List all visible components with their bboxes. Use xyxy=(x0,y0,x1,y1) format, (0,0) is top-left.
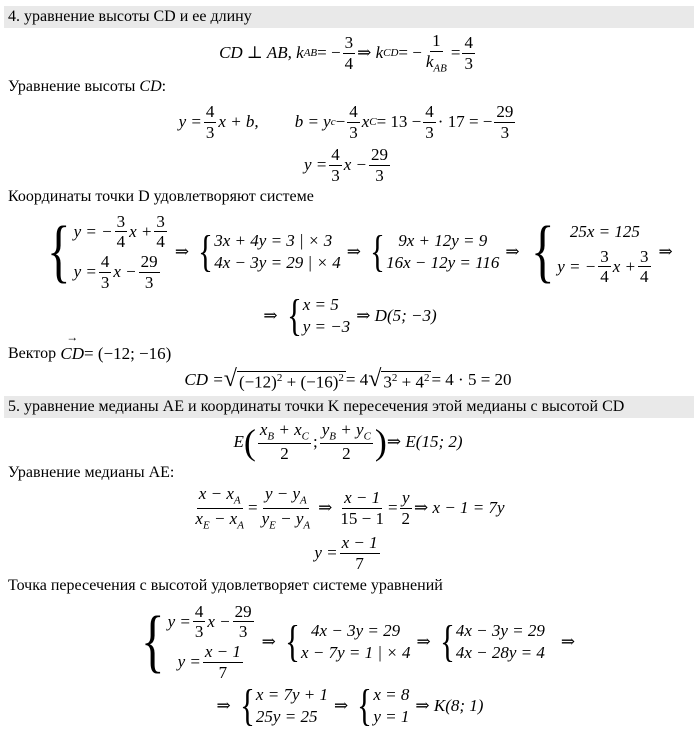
denominator xyxy=(193,509,246,532)
system-row xyxy=(557,247,652,287)
solution-k xyxy=(0,681,696,730)
eq-part: x = 7y + 1 xyxy=(255,685,328,704)
eq-part: y = 1 xyxy=(373,707,410,726)
fraction xyxy=(423,102,436,142)
implies-icon: ⇒ xyxy=(505,242,520,261)
numerator: 3 xyxy=(156,211,165,231)
eq-part: y = − xyxy=(73,221,113,241)
t: x xyxy=(259,420,268,440)
eq-part: CD ⊥ AB, k xyxy=(219,43,304,62)
eq-part: y = xyxy=(314,543,338,562)
eq-part: y = xyxy=(177,652,201,672)
median-equation-label: Уравнение медианы AE: xyxy=(8,464,175,481)
denominator: 3 xyxy=(194,622,204,642)
denominator xyxy=(424,52,449,75)
altitude-equation-final xyxy=(0,142,696,188)
perpendicular-slope-equation xyxy=(0,30,696,76)
eq-part: = − xyxy=(398,43,422,62)
system-row xyxy=(386,230,499,252)
vector-name: → CD xyxy=(60,344,84,364)
system-rows xyxy=(303,294,351,338)
fraction xyxy=(204,102,217,142)
system-label-d: Координаты точки D удовлетворяют системе xyxy=(8,188,314,205)
eq-part: E xyxy=(233,432,244,451)
system-chain-k xyxy=(134,598,579,686)
implies-icon: ⇒ xyxy=(174,242,190,261)
numerator xyxy=(340,533,380,554)
system-2 xyxy=(195,227,341,276)
eq-part: (−12) xyxy=(238,372,277,392)
system-rows xyxy=(456,620,545,664)
system-row xyxy=(373,706,409,728)
s: E xyxy=(202,518,210,531)
system-row xyxy=(168,642,256,682)
numerator: 4 xyxy=(331,144,340,164)
eq-part: 4x − 3y = 29 xyxy=(311,621,401,640)
fraction xyxy=(638,247,651,287)
fraction xyxy=(329,145,342,185)
eq-part: = xyxy=(247,498,258,517)
eq-part: y = xyxy=(73,262,97,282)
t: y xyxy=(261,508,270,528)
fraction xyxy=(193,602,206,642)
system-5 xyxy=(284,291,351,340)
t: − y xyxy=(275,508,304,528)
fraction xyxy=(258,420,311,464)
eq-part: x − xyxy=(343,155,368,174)
eq-part: x − xyxy=(113,262,137,282)
eq-part: = − xyxy=(317,43,341,62)
fraction xyxy=(462,33,475,73)
eq-part: x − xyxy=(207,611,231,631)
system-row xyxy=(74,252,169,292)
denominator: 4 xyxy=(116,232,126,252)
sqrt xyxy=(223,365,346,393)
fraction xyxy=(203,642,243,682)
eq-part: − xyxy=(335,112,346,131)
s: A xyxy=(233,494,241,507)
sqrt-content xyxy=(237,371,346,393)
implies-icon: ⇒ xyxy=(318,498,333,517)
eq-part: = xyxy=(387,498,398,517)
solution-d xyxy=(0,291,696,340)
denominator: 4 xyxy=(640,267,649,287)
eq-part: y = xyxy=(303,155,328,174)
eq-part: ⇒ E(15; 2) xyxy=(386,432,463,451)
numerator xyxy=(203,642,243,663)
numerator: 3 xyxy=(116,211,126,231)
denominator: 3 xyxy=(500,122,510,142)
t: x − x xyxy=(198,484,234,504)
system-row xyxy=(74,212,169,252)
eq-part: ⇒ x − 1 = 7y xyxy=(414,498,505,517)
fraction xyxy=(193,484,246,531)
brace-icon: { xyxy=(239,681,255,730)
eq-part: 3 xyxy=(383,372,392,392)
numerator: 3 xyxy=(344,32,354,52)
fraction xyxy=(139,252,160,292)
brace-icon: { xyxy=(439,617,455,666)
label-tail: : xyxy=(161,78,167,95)
implies-icon: ⇒ xyxy=(261,632,276,651)
t: y − y xyxy=(264,484,300,504)
numerator xyxy=(263,484,309,508)
eq-part: + (−16) xyxy=(282,372,339,392)
eq-part: y = −3 xyxy=(302,317,351,336)
t: x − 1 xyxy=(204,642,241,661)
denominator: 3 xyxy=(144,272,154,292)
fraction xyxy=(99,252,112,292)
altitude-equation-general xyxy=(0,98,696,146)
power: 2 xyxy=(391,371,398,384)
system-row xyxy=(557,217,652,247)
eq-part: + 4 xyxy=(397,372,424,392)
s: B xyxy=(267,430,275,443)
brace-icon: { xyxy=(141,603,165,680)
implies-icon: ⇒ xyxy=(560,632,576,651)
numerator: 29 xyxy=(371,144,389,164)
altitude-equation-label xyxy=(8,78,166,96)
sqrt-icon: √ xyxy=(223,365,237,392)
system-row xyxy=(301,642,410,664)
midpoint-e xyxy=(0,420,696,464)
t: x xyxy=(195,508,203,528)
system-rows xyxy=(256,684,328,728)
implies-icon: ⇒ xyxy=(333,696,349,715)
eq-part: x = 8 xyxy=(373,685,410,704)
sqrt-icon: √ xyxy=(368,365,382,392)
median-equation xyxy=(0,484,696,532)
eq-part: x = 5 xyxy=(302,295,339,314)
fraction xyxy=(347,102,360,142)
system-rows xyxy=(168,602,256,682)
t: x − 1 xyxy=(341,532,378,552)
eq-part: 4x − 28y = 4 xyxy=(455,643,545,662)
section-5-heading: 5. уравнение медианы AE и координаты точки K пересечения этой медианы с высотой CD xyxy=(4,396,694,418)
implies-icon: ⇒ xyxy=(263,306,278,325)
t: − x xyxy=(209,508,238,528)
system-row xyxy=(386,252,499,274)
denominator: 2 xyxy=(401,508,411,528)
numerator: 4 xyxy=(425,101,434,121)
denominator: 3 xyxy=(238,622,248,642)
denominator: 2 xyxy=(342,444,351,464)
denominator: 4 xyxy=(600,267,609,287)
eq-part: 25y = 25 xyxy=(255,707,318,726)
s: A xyxy=(300,494,307,507)
fraction xyxy=(598,247,611,287)
eq-part: ⇒ K(8; 1) xyxy=(415,696,484,715)
system-1 xyxy=(136,602,256,682)
eq-part: = 13 − xyxy=(376,112,422,131)
t: + x xyxy=(274,420,302,440)
system-row xyxy=(456,642,545,664)
eq-part: x + b, xyxy=(218,112,259,131)
system-row xyxy=(214,230,340,252)
vector-cd xyxy=(8,342,171,366)
brace-icon: { xyxy=(370,227,385,276)
eq-part: 4x − 3y = 29 | × 4 xyxy=(214,253,341,272)
s: C xyxy=(301,430,310,443)
label-var: CD xyxy=(139,78,162,95)
eq-part: x + xyxy=(612,256,636,276)
numerator: 4 xyxy=(349,101,358,121)
system-row xyxy=(301,620,410,642)
brace-icon: { xyxy=(530,213,555,290)
fraction xyxy=(400,488,413,528)
t: + y xyxy=(336,420,364,440)
eq-part: ⇒ k xyxy=(357,43,384,62)
eq-part: b = y xyxy=(294,112,331,131)
numerator xyxy=(400,488,412,509)
denominator: 7 xyxy=(218,662,228,682)
numerator: 29 xyxy=(140,252,158,271)
eq-part: x − 7y = 1 | × 4 xyxy=(301,643,411,662)
fraction xyxy=(343,33,356,73)
denominator: 4 xyxy=(156,232,165,252)
system-row xyxy=(373,684,409,706)
denominator: 3 xyxy=(100,272,110,292)
system-4 xyxy=(237,681,328,730)
denominator: 2 xyxy=(280,444,289,464)
system-1 xyxy=(42,212,169,292)
eq-part: 3x + 4y = 3 | × 3 xyxy=(214,231,333,250)
power: 2 xyxy=(423,371,430,384)
numerator: 4 xyxy=(205,101,215,121)
system-row xyxy=(303,294,351,316)
s: E xyxy=(269,518,276,531)
system-3 xyxy=(367,227,500,276)
numerator: 4 xyxy=(464,32,473,52)
brace-icon: { xyxy=(198,227,214,276)
brace-icon: { xyxy=(285,617,300,666)
denominator: 15 − 1 xyxy=(340,508,384,528)
numerator: 4 xyxy=(194,601,204,621)
implies-icon: ⇒ xyxy=(346,242,361,261)
implies-icon: ⇒ xyxy=(216,696,231,715)
brace-icon: { xyxy=(357,681,373,730)
numerator: 3 xyxy=(600,246,609,266)
fraction xyxy=(424,31,449,75)
label-text: Уравнение высоты xyxy=(8,78,140,95)
s: B xyxy=(329,430,337,443)
s: A xyxy=(303,518,311,531)
t: x − 1 xyxy=(344,487,381,507)
system-rows xyxy=(301,620,410,664)
numerator: 3 xyxy=(640,246,649,266)
median-equation-final xyxy=(0,530,696,576)
eq-sub: AB xyxy=(303,47,318,59)
system-row xyxy=(303,316,351,338)
system-row xyxy=(256,706,328,728)
eq-sub: C xyxy=(369,116,377,128)
numerator: 1 xyxy=(432,31,441,51)
eq-part: y = − xyxy=(557,256,597,276)
denominator: 3 xyxy=(205,122,215,142)
numerator: 4 xyxy=(100,252,110,271)
system-rows xyxy=(214,230,340,274)
eq-part: 16x − 12y = 116 xyxy=(386,253,500,272)
fraction xyxy=(369,145,390,185)
eq-part: ; xyxy=(313,432,318,451)
system-label-k: Точка пересечения с высотой удовлетворяет системе уравнений xyxy=(8,577,443,594)
eq-part: ⇒ D(5; −3) xyxy=(356,306,437,325)
system-row xyxy=(456,620,545,642)
eq-part: y = xyxy=(167,611,191,631)
system-row xyxy=(214,252,340,274)
vector-value: = (−12; −16) xyxy=(84,344,172,363)
implies-icon: ⇒ xyxy=(416,632,431,651)
system-row xyxy=(168,602,256,642)
eq-part: 9x + 12y = 9 xyxy=(398,231,488,250)
numerator xyxy=(258,420,311,444)
system-rows xyxy=(557,217,652,287)
eq-part: x xyxy=(361,112,370,131)
eq-part: CD = xyxy=(184,370,224,389)
brace-icon: { xyxy=(47,213,71,290)
system-row xyxy=(256,684,328,706)
denominator: 3 xyxy=(349,122,358,142)
system-rows xyxy=(74,212,169,292)
numerator xyxy=(342,488,382,509)
system-2 xyxy=(282,617,411,666)
numerator xyxy=(320,420,373,444)
sqrt xyxy=(368,365,431,393)
fraction xyxy=(260,484,313,531)
eq-part: = xyxy=(450,43,461,62)
system-3 xyxy=(437,617,545,666)
paren-close-icon: ) xyxy=(374,422,387,462)
denominator: 3 xyxy=(331,165,340,185)
fraction xyxy=(233,602,254,642)
denominator: 3 xyxy=(375,165,384,185)
fraction xyxy=(154,212,167,252)
power: 2 xyxy=(276,371,283,384)
t: y xyxy=(321,420,330,440)
eq-part: y = xyxy=(178,112,202,131)
eq-sub: CD xyxy=(383,47,399,59)
system-4 xyxy=(526,213,653,290)
length-cd xyxy=(0,366,696,394)
numerator: 29 xyxy=(234,601,252,621)
eq-part: = 4 xyxy=(345,370,369,389)
eq-part: x + xyxy=(129,221,153,241)
eq-part: = 4 · 5 = 20 xyxy=(431,370,512,389)
denominator: 3 xyxy=(425,122,434,142)
system-5 xyxy=(354,681,410,730)
eq-part: · 17 = − xyxy=(437,112,493,131)
system-rows xyxy=(386,230,499,274)
implies-icon: ⇒ xyxy=(658,242,673,261)
eq-sub: c xyxy=(330,116,336,128)
s: C xyxy=(363,430,371,443)
numerator xyxy=(197,484,243,508)
sqrt-content xyxy=(381,371,431,393)
t: y xyxy=(402,487,410,507)
denominator xyxy=(260,509,313,532)
denominator: 7 xyxy=(355,553,364,573)
paren-open-icon: ( xyxy=(243,422,256,462)
denominator: 4 xyxy=(344,53,354,73)
fraction xyxy=(494,102,515,142)
brace-icon: { xyxy=(286,291,302,340)
fraction xyxy=(340,533,380,573)
den-text: k xyxy=(425,51,434,71)
vector-label: Вектор xyxy=(8,345,57,362)
fraction xyxy=(115,212,128,252)
eq-part: 25x = 125 xyxy=(569,221,640,241)
fraction xyxy=(338,488,386,528)
section-4-heading: 4. уравнение высоты CD и ее длину xyxy=(4,6,694,28)
eq-part: 4x − 3y = 29 xyxy=(455,621,545,640)
system-rows xyxy=(373,684,409,728)
numerator: 29 xyxy=(496,101,514,121)
s: A xyxy=(237,518,244,531)
power: 2 xyxy=(338,371,344,384)
den-sub: AB xyxy=(433,62,447,75)
system-chain-d xyxy=(40,210,677,294)
denominator: 3 xyxy=(464,53,473,73)
fraction xyxy=(320,420,373,464)
